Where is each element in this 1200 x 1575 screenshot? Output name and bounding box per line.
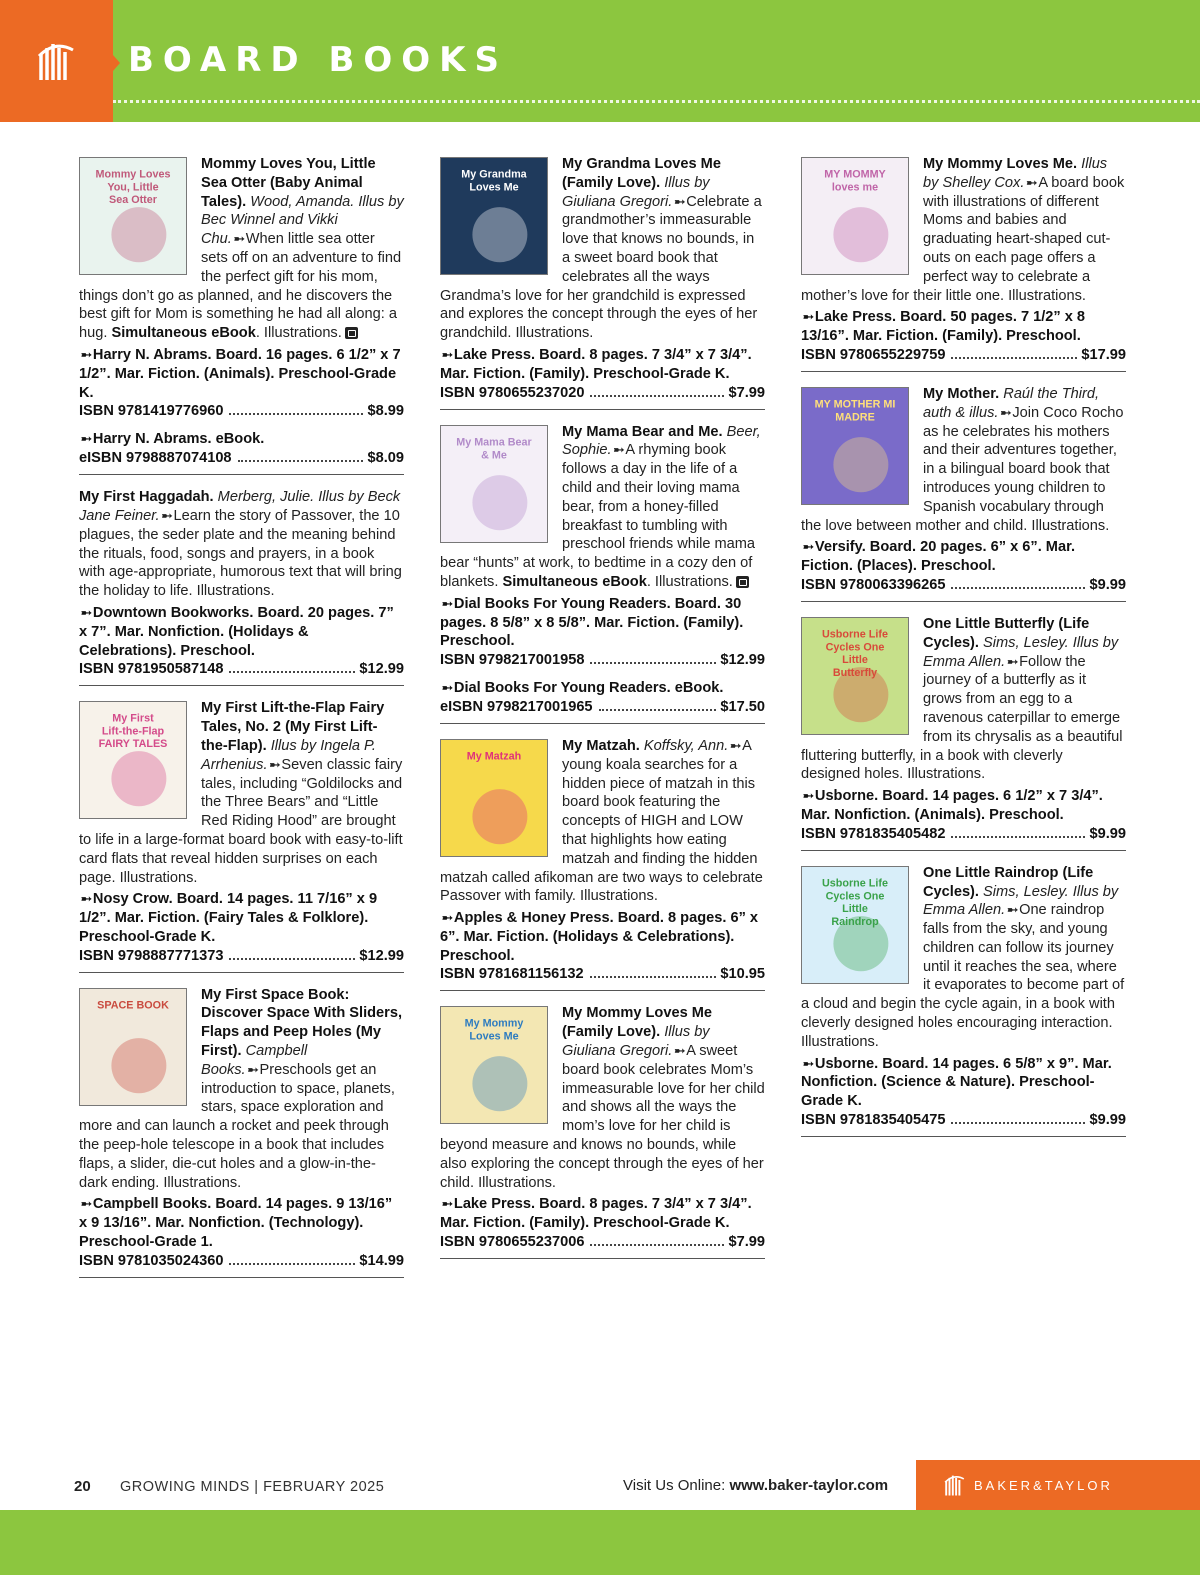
price: $9.99 [1089, 1112, 1126, 1129]
logo-pointer [113, 55, 120, 71]
book-title[interactable]: My Mama Bear and Me. [562, 423, 723, 440]
book-entry [440, 1004, 765, 1259]
arrow-icon: ➸ [81, 604, 91, 620]
publisher-details [79, 1195, 404, 1251]
publisher-text: Dial Books For Young Readers. eBook. [453, 680, 724, 697]
book-title[interactable]: My Mommy Loves Me (Family Love). [562, 1005, 713, 1041]
svg-text:You, Little: You, Little [107, 181, 159, 194]
book-authors: Sims, Lesley. Illus by Emma Allen. [923, 634, 1119, 670]
book-title[interactable]: My Matzah. [562, 737, 640, 754]
isbn-number: ISBN 9781835405475 [801, 1112, 946, 1129]
magazine-issue: GROWING MINDS | FEBRUARY 2025 [120, 1479, 385, 1495]
svg-text:& Me: & Me [481, 448, 507, 462]
isbn-number: ISBN 9780655229759 [801, 346, 946, 363]
simultaneous-ebook-label: Simultaneous eBook [111, 325, 256, 342]
arrow-icon: ➸ [674, 1043, 685, 1059]
publisher-details [440, 346, 765, 384]
price: $12.99 [359, 947, 404, 964]
price: $7.99 [728, 1234, 765, 1251]
price: $12.99 [720, 652, 765, 669]
visit-online [623, 1477, 888, 1494]
publisher-text: Versify. Board. 20 pages. 6” x 6”. Mar. Fiction. (Places). Preschool. [801, 539, 1076, 575]
book-authors: Illus by Giuliana Gregori. [562, 174, 710, 210]
svg-text:loves me: loves me [831, 181, 879, 194]
baker-taylor-logo [0, 0, 113, 122]
isbn-number: ISBN 9798887771373 [79, 947, 224, 964]
svg-text:Usborne Life: Usborne Life [822, 628, 888, 641]
column-2 [440, 155, 765, 1272]
isbn-price-row [801, 1111, 1126, 1130]
price: $8.99 [367, 403, 404, 420]
column-3 [801, 155, 1126, 1150]
book-cover-image[interactable] [79, 157, 187, 275]
dot-leader [590, 1244, 724, 1246]
book-authors: Campbell Books. [201, 1043, 308, 1078]
svg-text:MY MOMMY: MY MOMMY [824, 168, 886, 181]
arrow-icon: ➸ [803, 788, 813, 804]
arrow-icon: ➸ [803, 539, 813, 555]
publisher-text: Lake Press. Board. 8 pages. 7 3/4” x 7 3/4”. Mar. Fiction. (Family). Preschool-Grade K. [440, 1196, 752, 1232]
isbn-number: ISBN 9780655237020 [440, 384, 585, 401]
isbn-price-row [801, 346, 1126, 365]
publisher-details [801, 538, 1126, 576]
dot-leader [599, 709, 717, 711]
isbn-number: ISBN 9781681156132 [440, 966, 584, 983]
isbn-number: eISBN 9798887074108 [79, 450, 232, 467]
book-title[interactable]: My Grandma Loves Me (Family Love). [562, 156, 721, 191]
columns-logo-icon [37, 38, 77, 84]
book-entry [801, 385, 1126, 602]
dot-leader [229, 671, 355, 673]
svg-text:Little: Little [842, 654, 868, 667]
publisher-text: Lake Press. Board. 50 pages. 7 1/2” x 8 13/16”. Mar. Fiction. (Family). Preschool. [801, 309, 1086, 345]
section-title: BOARD BOOKS [128, 40, 509, 80]
svg-text:Little: Little [842, 902, 868, 915]
book-cover-image[interactable] [440, 1006, 548, 1124]
publisher-details [79, 430, 404, 449]
isbn-number: ISBN 9781950587148 [79, 661, 224, 678]
book-entry [79, 488, 404, 686]
book-authors: Illus by Giuliana Gregori. [562, 1024, 710, 1060]
book-cover-image[interactable] [801, 387, 909, 505]
simultaneous-ebook-label: Simultaneous eBook [502, 573, 647, 590]
isbn-price-row [440, 651, 765, 670]
book-title[interactable]: My First Haggadah. [79, 489, 214, 506]
dot-leader [590, 976, 717, 978]
svg-text:My First: My First [112, 712, 154, 725]
svg-text:Cycles One: Cycles One [825, 890, 885, 903]
book-entry [79, 986, 404, 1278]
book-entry [440, 155, 765, 410]
book-summary: Seven classic fairy tales, including “Goldilocks and the Three Bears” and “Little Red Riding Hood” are brought to life in a large-format board book with easy-to-lift card flats that reveal hidden surprises on each page. Illustrations. [79, 756, 403, 886]
svg-text:My Mama Bear: My Mama Bear [456, 436, 532, 449]
svg-text:Cycles One: Cycles One [825, 641, 885, 654]
arrow-icon: ➸ [1007, 902, 1018, 918]
isbn-price-row [801, 576, 1126, 595]
book-entry [79, 699, 404, 972]
price: $9.99 [1089, 576, 1126, 593]
svg-text:Mommy Loves: Mommy Loves [95, 168, 171, 181]
book-summary: When little sea otter sets off on an adventure to find the perfect gift for his mom, things don’t go as planned, and he discovers the best gift for Mom is something he had all along: a hug. [79, 231, 402, 342]
book-cover-image[interactable] [79, 701, 187, 819]
book-title[interactable]: One Little Butterfly (Life Cycles). [923, 615, 1090, 651]
arrow-icon: ➸ [233, 231, 244, 247]
publisher-details [801, 308, 1126, 346]
isbn-price-row [79, 449, 404, 468]
ebook-icon [736, 576, 749, 588]
book-summary: Learn the story of Passover, the 10 plagues, the seder plate and the meaning behind the rituals, food, songs and prayers, in a book with age-appropriate, humorous text that will bring the holiday to life. Illustrations. [79, 507, 402, 600]
publisher-text: Campbell Books. Board. 14 pages. 9 13/16” x 9 13/16”. Mar. Nonfiction. (Technology). Preschool-Grade 1. [79, 1196, 393, 1251]
svg-text:My Mommy: My Mommy [464, 1018, 524, 1031]
dot-leader [590, 662, 716, 664]
publisher-details [440, 1195, 765, 1233]
svg-text:MY MOTHER MI: MY MOTHER MI [814, 398, 896, 411]
book-summary: A young koala searches for a hidden piece of matzah in this board book featuring the concepts of HIGH and LOW that highlights how eating matzah and finding the hidden matzah called afikoman are two ways to celebrate Passover with family. Illustrations. [440, 737, 763, 905]
isbn-number: ISBN 9798217001958 [440, 652, 585, 669]
book-summary: One raindrop falls from the sky, and young children can follow its journey until it reaches the sea, where it evaporates to become part of a cloud and begin the cycle again, in a book with cleverly designed holes encouraging interaction. Illustrations. [801, 902, 1125, 1050]
publisher-text: Apples & Honey Press. Board. 8 pages. 6” x 6”. Mar. Fiction. (Holidays & Celebrations). Preschool. [440, 910, 759, 964]
visit-label: Visit Us Online: [623, 1477, 726, 1494]
book-summary: A rhyming book follows a day in the life of a child and their loving mama bear, from a honey-filled breakfast to tumbling with preschool friends while mama bear “hunts” at work, to bedtime in a cozy den of blankets. [440, 442, 756, 590]
header-dotted-line [113, 100, 1200, 103]
arrow-icon: ➸ [1000, 404, 1011, 420]
svg-text:Lift-the-Flap: Lift-the-Flap [101, 725, 165, 738]
dot-leader [951, 357, 1077, 359]
isbn-number: ISBN 9780063396265 [801, 576, 946, 593]
svg-text:Loves Me: Loves Me [469, 1030, 519, 1043]
publisher-text: Usborne. Board. 14 pages. 6 5/8” x 9”. Mar. Nonfiction. (Science & Nature). Preschool-Grade K. [801, 1055, 1112, 1110]
dot-leader [238, 460, 364, 462]
book-entry [801, 864, 1126, 1137]
book-entry [79, 155, 404, 475]
isbn-price-row [440, 1233, 765, 1252]
isbn-price-row [440, 965, 765, 984]
arrow-icon: ➸ [613, 442, 624, 458]
page-header [0, 0, 1200, 122]
arrow-icon: ➸ [730, 737, 741, 753]
book-summary: Follow the journey of a butterfly as it grows from an egg to a ravenous caterpillar to emerge from its chrysalis as a beautiful fluttering butterfly, in a book with cleverly designed holes. Illustrations. [801, 653, 1123, 783]
arrow-icon: ➸ [81, 431, 91, 447]
book-authors: Wood, Amanda. Illus by Bec Winnel and Vikki Chu. [201, 193, 404, 248]
arrow-icon: ➸ [442, 1196, 452, 1212]
svg-text:Usborne Life: Usborne Life [822, 877, 888, 890]
column-1 [79, 155, 404, 1291]
isbn-number: ISBN 9781419776960 [79, 403, 224, 420]
website-link[interactable]: www.baker-taylor.com [729, 1477, 889, 1494]
publisher-details [79, 604, 404, 660]
svg-text:SPACE BOOK: SPACE BOOK [97, 999, 169, 1012]
dot-leader [951, 836, 1085, 838]
arrow-icon: ➸ [442, 595, 452, 611]
book-summary: Preschools get an introduction to space, planets, stars, space exploration and more and can launch a rocket and peek through the peep-hole telescope in a book that includes flaps, a slider, die-cut holes and a glow-in-the-dark ending. Illustrations. [79, 1061, 395, 1191]
svg-text:Raindrop: Raindrop [831, 915, 879, 928]
arrow-icon: ➸ [81, 346, 91, 362]
book-authors: Sims, Lesley. Illus by Emma Allen. [923, 883, 1119, 919]
publisher-details [801, 1055, 1126, 1111]
publisher-text: Usborne. Board. 14 pages. 6 1/2” x 7 3/4”. Mar. Nonfiction. (Animals). Preschool. [801, 788, 1103, 823]
arrow-icon: ➸ [1026, 174, 1037, 190]
book-entry [440, 423, 765, 724]
book-title[interactable]: My Mother. [923, 385, 1000, 402]
book-summary: Celebrate a grandmother’s immeasurable love that knows no bounds, in a sweet board book that celebrates all the ways Grandma’s love for her grandchild is expressed and explores the concept through the eyes of her grandchild. Illustrations. [440, 193, 762, 342]
book-cover-image[interactable] [440, 739, 548, 857]
arrow-icon: ➸ [803, 309, 813, 325]
columns-logo-icon [944, 1472, 966, 1498]
price: $9.99 [1089, 825, 1126, 842]
price: $12.99 [359, 661, 404, 678]
footer-bar [0, 1510, 1200, 1575]
publisher-text: Downtown Bookworks. Board. 20 pages. 7” x 7”. Mar. Nonfiction. (Holidays & Celebrations). Preschool. [79, 604, 394, 659]
dot-leader [229, 1263, 355, 1265]
dot-leader [590, 395, 724, 397]
dot-leader [951, 587, 1085, 589]
publisher-text: Dial Books For Young Readers. Board. 30 pages. 8 5/8” x 8 5/8”. Mar. Fiction. (Family). Preschool. [440, 595, 744, 650]
svg-text:MADRE: MADRE [835, 411, 875, 424]
ebook-icon [345, 327, 358, 339]
arrow-icon: ➸ [674, 193, 685, 209]
price: $14.99 [359, 1252, 404, 1269]
dot-leader [951, 1122, 1085, 1124]
svg-text:Loves Me: Loves Me [469, 181, 519, 194]
publisher-details [440, 679, 765, 698]
isbn-price-row [79, 1252, 404, 1271]
publisher-details [440, 595, 765, 651]
isbn-price-row [440, 384, 765, 403]
publisher-details [440, 909, 765, 965]
isbn-price-row [79, 402, 404, 421]
book-authors: Merberg, Julie. Illus by Beck Jane Feiner. [79, 489, 401, 524]
book-title[interactable]: Mommy Loves You, Little Sea Otter (Baby Animal Tales). [201, 156, 376, 210]
book-authors: Koffsky, Ann. [643, 737, 729, 754]
book-summary: Join Coco Rocho as he celebrates his mothers and their adventures together, in a bilingual board book that introduces young children to Spanish vocabulary through the love between mother and child. Illustrations. [801, 404, 1124, 534]
svg-text:Butterfly: Butterfly [832, 666, 878, 679]
svg-text:Sea Otter: Sea Otter [109, 194, 157, 207]
publisher-details [79, 346, 404, 402]
isbn-number: eISBN 9798217001965 [440, 698, 593, 715]
arrow-icon: ➸ [161, 507, 172, 523]
isbn-price-row [79, 947, 404, 966]
arrow-icon: ➸ [442, 910, 452, 926]
dot-leader [229, 413, 363, 415]
arrow-icon: ➸ [269, 756, 280, 772]
price: $10.95 [720, 966, 765, 983]
book-authors: Raúl the Third, auth & illus. [923, 385, 1099, 421]
arrow-icon: ➸ [803, 1055, 813, 1071]
arrow-icon: ➸ [247, 1061, 258, 1077]
isbn-number: ISBN 9781835405482 [801, 825, 946, 842]
book-title[interactable]: My Mommy Loves Me. [923, 156, 1078, 172]
publisher-text: Harry N. Abrams. Board. 16 pages. 6 1/2” x 7 1/2”. Mar. Fiction. (Animals). Preschool-Grade K. [79, 346, 401, 401]
isbn-number: ISBN 9780655237006 [440, 1234, 585, 1251]
isbn-price-row [440, 698, 765, 717]
book-entry [801, 155, 1126, 372]
book-authors: Illus by Shelley Cox. [923, 156, 1108, 191]
arrow-icon: ➸ [442, 346, 452, 362]
isbn-price-row [801, 825, 1126, 844]
publisher-text: Nosy Crow. Board. 14 pages. 11 7/16” x 9 1/2”. Mar. Fiction. (Fairy Tales & Folklore). Preschool-Grade K. [79, 891, 378, 945]
price: $17.99 [1081, 346, 1126, 363]
publisher-text: Lake Press. Board. 8 pages. 7 3/4” x 7 3/4”. Mar. Fiction. (Family). Preschool-Grade K. [440, 346, 752, 382]
dot-leader [229, 958, 355, 960]
book-cover-image[interactable] [440, 157, 548, 275]
publisher-text: Harry N. Abrams. eBook. [92, 431, 265, 448]
svg-text:FAIRY TALES: FAIRY TALES [98, 738, 168, 751]
page-number: 20 [74, 1478, 91, 1495]
price: $17.50 [720, 698, 765, 715]
footer-brand-logo [916, 1460, 1200, 1510]
book-cover-image[interactable] [440, 425, 548, 543]
publisher-details [801, 787, 1126, 825]
book-title[interactable]: My First Space Book: Discover Space With Sliders, Flaps and Peep Holes (My First). [201, 986, 403, 1060]
book-description [79, 488, 404, 601]
arrow-icon: ➸ [1007, 653, 1018, 669]
book-authors: Illus by Ingela P. Arrhenius. [201, 737, 376, 773]
brand-name: BAKER&TAYLOR [974, 1477, 1113, 1493]
book-entry [801, 615, 1126, 851]
arrow-icon: ➸ [442, 680, 452, 696]
illustrations-note: . Illustrations. [255, 325, 342, 342]
arrow-icon: ➸ [81, 891, 91, 907]
book-entry [440, 737, 765, 992]
svg-text:My Matzah: My Matzah [466, 750, 522, 763]
book-cover-image[interactable] [801, 866, 909, 984]
price: $7.99 [728, 384, 765, 401]
book-cover-image[interactable] [801, 617, 909, 735]
book-summary: A sweet board book celebrates Mom’s immeasurable love for her child and shows all the ways the mom’s love for her child is beyond measure and knows no bounds, while also exploring the concept through the eyes of her child. Illustrations. [440, 1043, 765, 1191]
illustrations-note: . Illustrations. [646, 573, 733, 590]
arrow-icon: ➸ [81, 1196, 91, 1212]
book-cover-image[interactable] [801, 157, 909, 275]
isbn-number: ISBN 9781035024360 [79, 1252, 224, 1269]
publisher-details [79, 890, 404, 946]
book-cover-image[interactable] [79, 988, 187, 1106]
book-title[interactable]: One Little Raindrop (Life Cycles). [923, 864, 1094, 900]
isbn-price-row [79, 660, 404, 679]
svg-text:My Grandma: My Grandma [461, 168, 527, 181]
book-authors: Beer, Sophie. [562, 423, 761, 459]
book-summary: A board book with illustrations of different Moms and babies and graduating heart-shaped cut-outs on each page offers a perfect way to celebrate a mother’s love for their little one. Illustrations. [801, 174, 1125, 304]
price: $8.09 [367, 450, 404, 467]
book-title[interactable]: My First Lift-the-Flap Fairy Tales, No. 2 (My First Lift-the-Flap). [201, 700, 385, 754]
